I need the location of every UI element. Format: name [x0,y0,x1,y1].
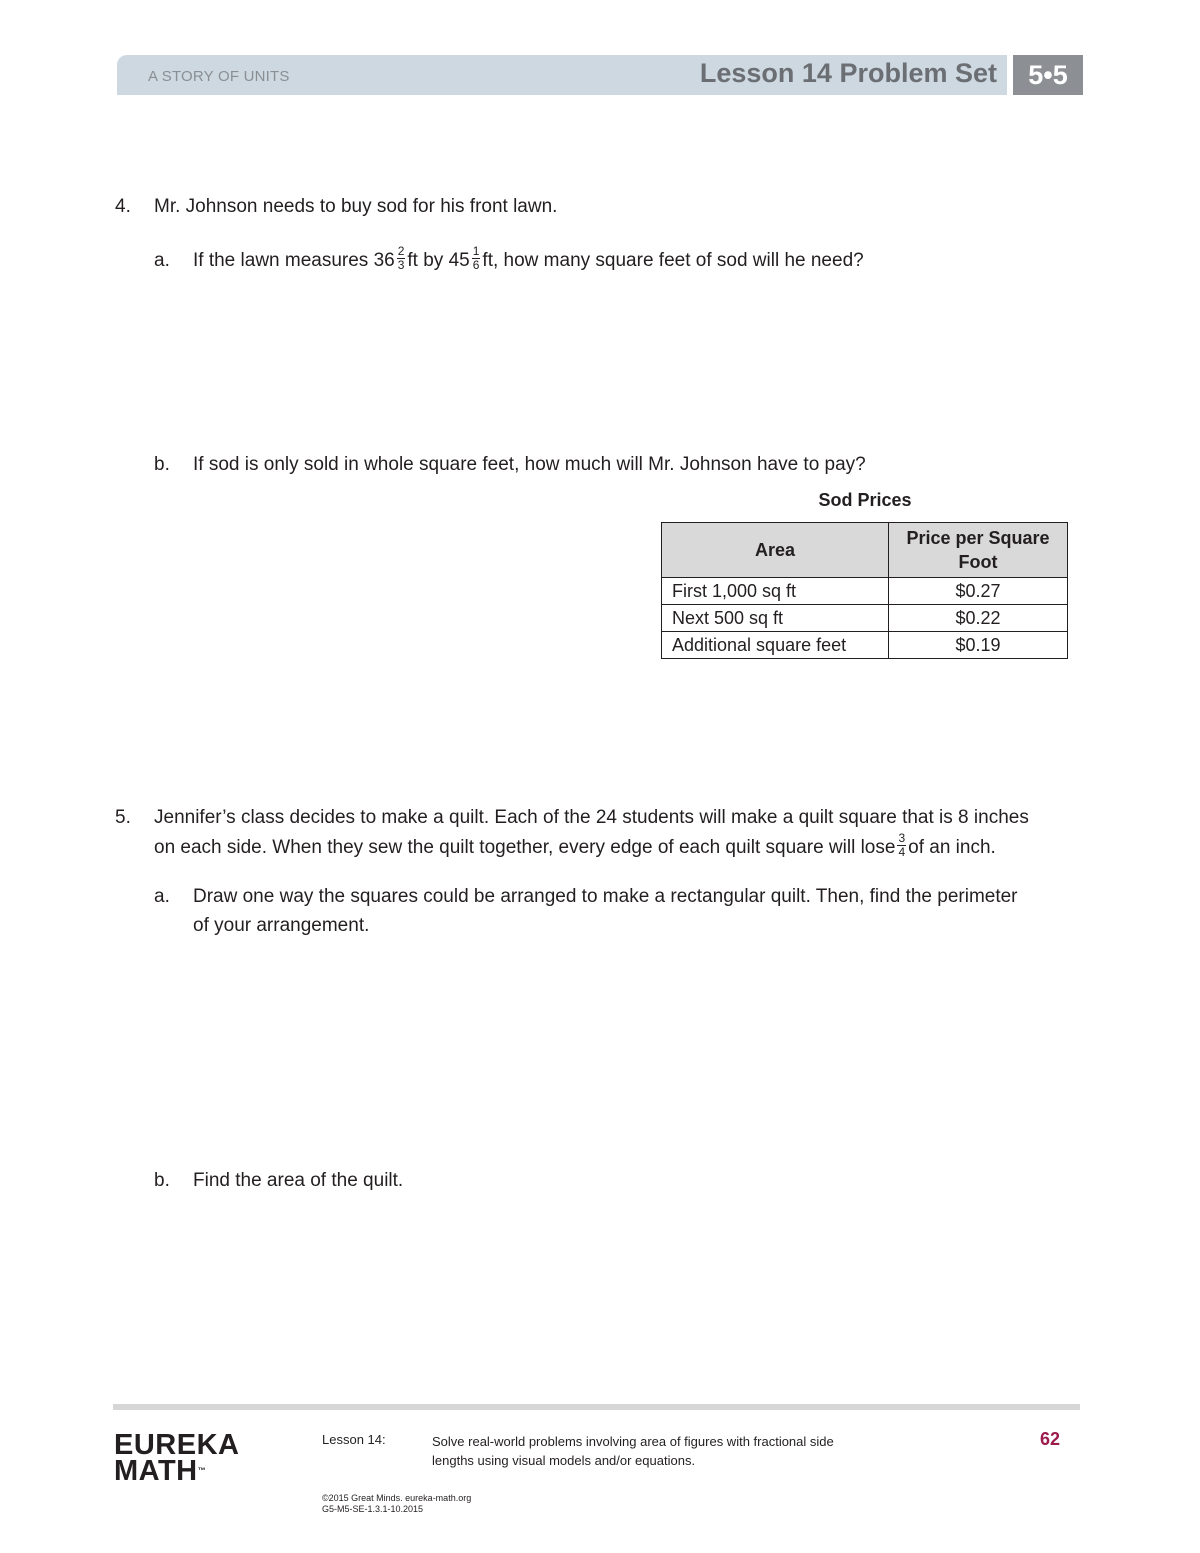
fraction-denominator: 4 [898,845,906,860]
fraction-one-sixth [472,245,481,272]
problem-5b-text: Find the area of the quilt. [193,1170,404,1191]
copyright [322,1493,471,1515]
table-row [662,632,1068,659]
table-header-row [662,523,1068,578]
logo-line-1: EUREKA [114,1429,240,1461]
problem-4-number: 4. [115,196,131,217]
table-header-cell: Price per Square Foot [889,523,1068,578]
fraction-two-thirds [397,245,406,272]
problem-5-line1: Jennifer’s class decides to make a quilt. Each of the 24 students will make a quilt square that is 8 inches [154,807,1029,828]
sod-prices-table [661,522,1068,659]
problem-4a-text-part3: ft, how many square feet of sod will he need? [482,250,864,271]
problem-4-stem: Mr. Johnson needs to buy sod for his front lawn. [154,196,558,217]
copyright-line2: G5-M5-SE-1.3.1-10.2015 [322,1504,424,1514]
problem-5-line2-part2: of an inch. [908,837,996,858]
page-number: 62 [1040,1429,1061,1449]
problem-4a-text-part2: ft by 45 [407,250,470,271]
table-cell: Additional square feet [662,632,889,659]
problem-5-line2 [154,831,996,862]
problem-5a-line2: of your arrangement. [193,915,370,936]
fraction-numerator: 3 [898,831,906,846]
table-row [662,578,1068,605]
problem-4a-text [193,244,864,275]
footer-description [432,1432,902,1470]
eureka-math-logo [114,1429,240,1487]
problem-4a-text-part1: If the lawn measures 36 [193,250,395,271]
fraction-numerator: 2 [397,244,405,259]
problem-5b-letter: b. [154,1170,170,1191]
logo-word-math: MATH [114,1455,198,1487]
footer-lesson-label: Lesson 14: [322,1432,386,1447]
trademark-icon: ™ [197,1466,207,1475]
table-cell: $0.27 [889,578,1068,605]
footer-description-line2: lengths using visual models and/or equations. [432,1453,696,1468]
footer-divider [113,1404,1080,1410]
series-label: A STORY OF UNITS [148,68,290,85]
table-cell: Next 500 sq ft [662,605,889,632]
fraction-numerator: 1 [472,244,480,259]
table-header-cell: Area [662,523,889,578]
table-row [662,605,1068,632]
fraction-denominator: 3 [397,258,405,273]
table-cell: First 1,000 sq ft [662,578,889,605]
fraction-denominator: 6 [472,258,480,273]
problem-5a-letter: a. [154,886,170,907]
problem-5-number: 5. [115,807,131,828]
grade-module-badge: 5•5 [1013,55,1083,95]
fraction-three-fourths [897,832,906,859]
problem-5-line2-part1: on each side. When they sew the quilt together, every edge of each quilt square will lose [154,837,896,858]
problem-5a-line1: Draw one way the squares could be arranged to make a rectangular quilt. Then, find the perimeter [193,886,1018,907]
problem-4b-text: If sod is only sold in whole square feet, how much will Mr. Johnson have to pay? [193,454,866,475]
copyright-line1: ©2015 Great Minds. eureka-math.org [322,1493,472,1503]
problem-4b-letter: b. [154,454,170,475]
footer-description-line1: Solve real-world problems involving area of figures with fractional side [432,1434,834,1449]
lesson-title: Lesson 14 Problem Set [699,58,997,88]
problem-4a-letter: a. [154,250,170,271]
table-cell: $0.22 [889,605,1068,632]
logo-line-2 [114,1455,239,1487]
table-cell: $0.19 [889,632,1068,659]
table-caption: Sod Prices [818,490,912,510]
